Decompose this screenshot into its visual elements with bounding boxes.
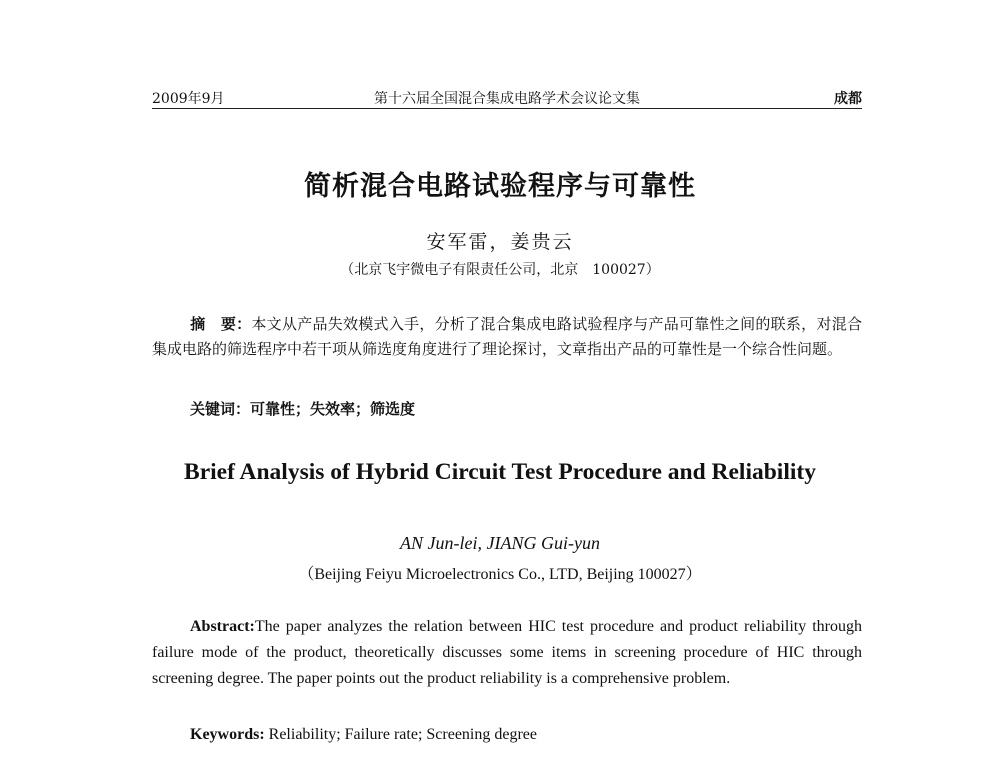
english-abstract-text: The paper analyzes the relation between HIC test procedure and product reliability through failure mode of the product, theoretically discusses some items in screening procedure of HIC through screening degree. The paper points out the product reliability is a comprehensive problem. xyxy=(152,618,862,687)
chinese-authors: 安军雷，姜贵云 xyxy=(426,231,574,253)
chinese-abstract-label: 摘 要： xyxy=(190,315,252,333)
english-title: Brief Analysis of Hybrid Circuit Test Procedure and Reliability xyxy=(184,459,816,485)
english-affiliation: （Beijing Feiyu Microelectronics Co., LTD, Beijing 100027） xyxy=(298,566,702,583)
english-keywords-label: Keywords: xyxy=(190,726,265,743)
chinese-keywords-label: 关键词： xyxy=(190,400,251,418)
english-keywords xyxy=(190,726,537,744)
running-header xyxy=(152,86,862,109)
english-abstract-label: Abstract: xyxy=(190,618,255,635)
chinese-abstract-text: 本文从产品失效模式入手，分析了混合集成电路试验程序与产品可靠性之间的联系，对混合集成电路的筛选程序中若干项从筛选度角度进行了理论探讨，文章指出产品的可靠性是一个综合性问题。 xyxy=(152,315,862,358)
chinese-keywords xyxy=(190,398,415,419)
chinese-affiliation: （北京飞宇微电子有限责任公司，北京 100027） xyxy=(340,262,660,278)
chinese-keywords-text: 可靠性；失效率；筛选度 xyxy=(250,400,416,418)
chinese-abstract xyxy=(152,312,862,362)
chinese-title: 简析混合电路试验程序与可靠性 xyxy=(304,171,696,202)
header-date: 2009年9月 xyxy=(152,91,225,107)
english-abstract xyxy=(152,614,862,692)
header-proceedings: 第十六届全国混合集成电路学术会议论文集 xyxy=(374,91,640,107)
header-location: 成都 xyxy=(834,91,862,107)
english-authors: AN Jun-lei, JIANG Gui-yun xyxy=(400,533,600,553)
english-keywords-text: Reliability; Failure rate; Screening degree xyxy=(264,726,537,743)
